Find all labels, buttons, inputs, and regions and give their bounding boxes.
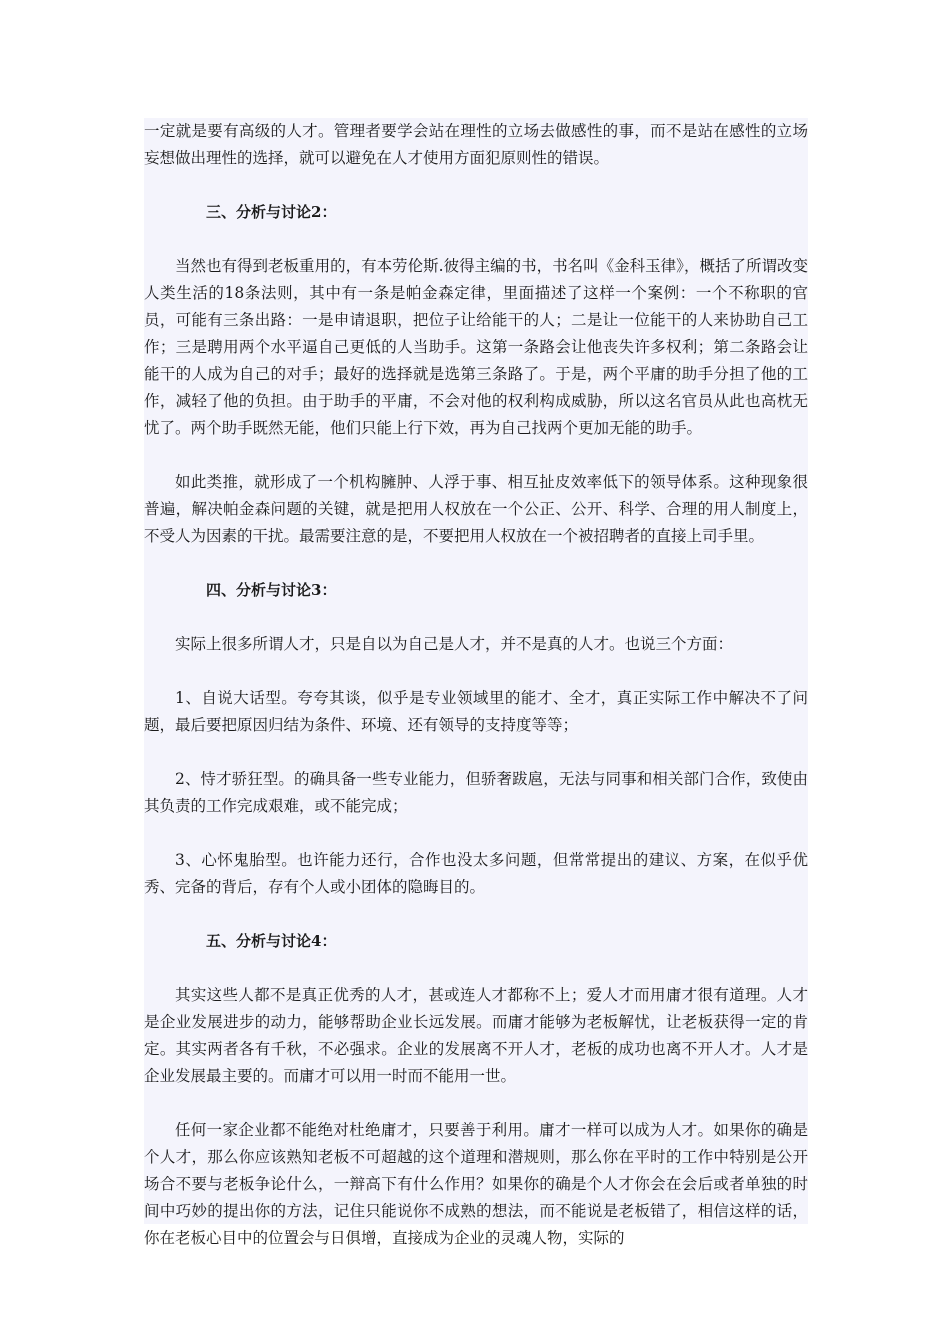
list-item-2: 2、恃才骄狂型。的确具备一些专业能力，但骄奢跋扈，无法与同事和相关部门合作，致使由其负责的工作完成艰难，或不能完成； [144, 770, 808, 815]
spacer [144, 550, 808, 577]
spacer [144, 604, 808, 631]
paragraph-advice: 任何一家企业都不能绝对杜绝庸才，只要善于利用。庸才一样可以成为人才。如果你的确是个人才，那么你应该熟知老板不可超越的这个道理和潜规则，那么你在平时的工作中特别是公开场合不要与老板争论什么，一辩高下有什么作用？如果你的确是个人才你会在会后或者单独的时间中巧妙的提出你的方法，记住只能说你不成熟的想法，而不能说是老板错了，相信这样的话，你在老板心目中的位置会与日俱增，直接成为企业的灵魂人物，实际的 [144, 1121, 808, 1247]
spacer [144, 955, 808, 982]
document-body [144, 118, 808, 1247]
spacer [144, 820, 808, 847]
paragraph-parkinson-solution: 如此类推，就形成了一个机构臃肿、人浮于事、相互扯皮效率低下的领导体系。这种现象很普遍，解决帕金森问题的关键，就是把用人权放在一个公正、公开、科学、合理的用人制度上，不受人为因素的干扰。最需要注意的是，不要把用人权放在一个被招聘者的直接上司手里。 [144, 473, 808, 545]
section-heading-3: 三、分析与讨论2： [206, 203, 337, 221]
spacer [144, 739, 808, 766]
spacer [144, 901, 808, 928]
paragraph-so-called-talent: 实际上很多所谓人才，只是自以为自己是人才，并不是真的人才。也说三个方面： [175, 635, 734, 653]
spacer [144, 172, 808, 199]
section-heading-4: 四、分析与讨论3： [206, 581, 337, 599]
paragraph-intro: 一定就是要有高级的人才。管理者要学会站在理性的立场去做感性的事，而不是站在感性的立场妄想做出理性的选择，就可以避免在人才使用方面犯原则性的错误。 [144, 122, 808, 167]
spacer [144, 442, 808, 469]
spacer [144, 1090, 808, 1117]
spacer [144, 226, 808, 253]
section-heading-5: 五、分析与讨论4： [206, 932, 337, 950]
paragraph-parkinson-case: 当然也有得到老板重用的，有本劳伦斯.彼得主编的书，书名叫《金科玉律》，概括了所谓改变人类生活的18条法则，其中有一条是帕金森定律，里面描述了这样一个案例：一个不称职的官员，可能有三条出路：一是申请退职，把位子让给能干的人；二是让一位能干的人来协助自己工作；三是聘用两个水平逼自己更低的人当助手。这第一条路会让他丧失许多权利；第二条路会让能干的人成为自己的对手；最好的选择就是选第三条路了。于是，两个平庸的助手分担了他的工作，减轻了他的负担。由于助手的平庸，不会对他的权利构成威胁，所以这名官员从此也高枕无忧了。两个助手既然无能，他们只能上行下效，再为自己找两个更加无能的助手。 [144, 257, 808, 437]
list-item-1: 1、自说大话型。夸夸其谈，似乎是专业领域里的能才、全才，真正实际工作中解决不了问题，最后要把原因归结为条件、环境、还有领导的支持度等等； [144, 689, 808, 734]
list-item-3: 3、心怀鬼胎型。也许能力还行，合作也没太多问题，但常常提出的建议、方案，在似乎优秀、完备的背后，存有个人或小团体的隐晦目的。 [144, 851, 808, 896]
spacer [144, 658, 808, 685]
paragraph-talent-vs-mediocre: 其实这些人都不是真正优秀的人才，甚或连人才都称不上；爱人才而用庸才很有道理。人才是企业发展进步的动力，能够帮助企业长远发展。而庸才能够为老板解忧，让老板获得一定的肯定。其实两者各有千秋，不必强求。企业的发展离不开人才，老板的成功也离不开人才。人才是企业发展最主要的。而庸才可以用一时而不能用一世。 [144, 986, 808, 1085]
